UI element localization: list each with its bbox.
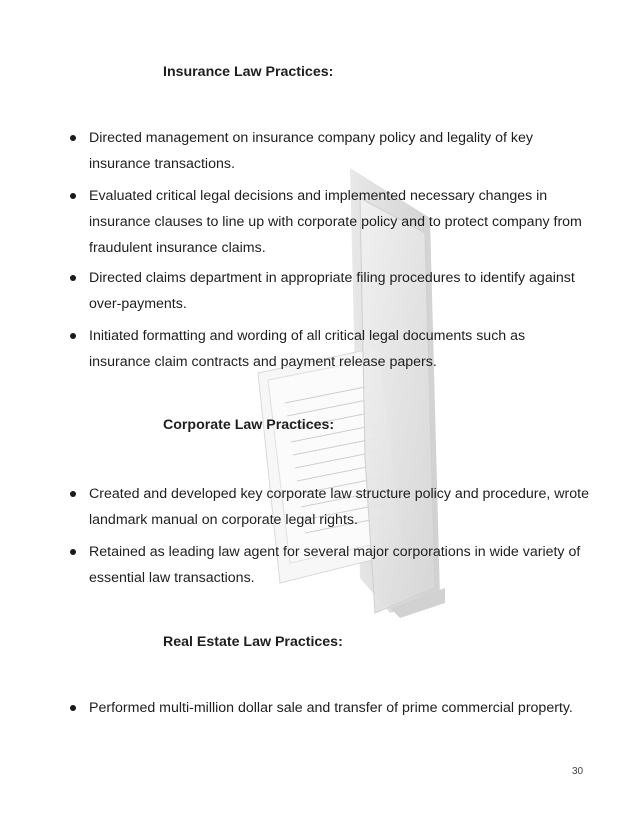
list-item: Evaluated critical legal decisions and implemented necessary changes in insurance clauses to line up with corporate policy and to protect company from fraudulent insurance claims. bbox=[70, 183, 590, 261]
page-number: 30 bbox=[572, 766, 584, 777]
list-item: Created and developed key corporate law structure policy and procedure, wrote landmark manual on corporate legal rights. bbox=[70, 481, 590, 533]
list-item: Performed multi-million dollar sale and transfer of prime commercial property. bbox=[70, 695, 590, 721]
section-heading-real-estate: Real Estate Law Practices: bbox=[163, 634, 343, 650]
section-heading-insurance: Insurance Law Practices: bbox=[163, 64, 334, 80]
bullet-icon bbox=[70, 549, 76, 555]
bullet-icon bbox=[70, 135, 76, 141]
list-item: Directed management on insurance company policy and legality of key insurance transactions. bbox=[70, 125, 590, 177]
list-item: Retained as leading law agent for several major corporations in wide variety of essential law transactions. bbox=[70, 539, 590, 591]
section-heading-corporate: Corporate Law Practices: bbox=[163, 417, 335, 433]
bullet-icon bbox=[70, 193, 76, 199]
bullet-icon bbox=[70, 275, 76, 281]
bullet-icon bbox=[70, 491, 76, 497]
bullet-icon bbox=[70, 705, 76, 711]
list-item: Initiated formatting and wording of all critical legal documents such as insurance claim contracts and payment release papers. bbox=[70, 323, 590, 375]
bullet-icon bbox=[70, 333, 76, 339]
list-item: Directed claims department in appropriate filing procedures to identify against over-payments. bbox=[70, 265, 590, 317]
